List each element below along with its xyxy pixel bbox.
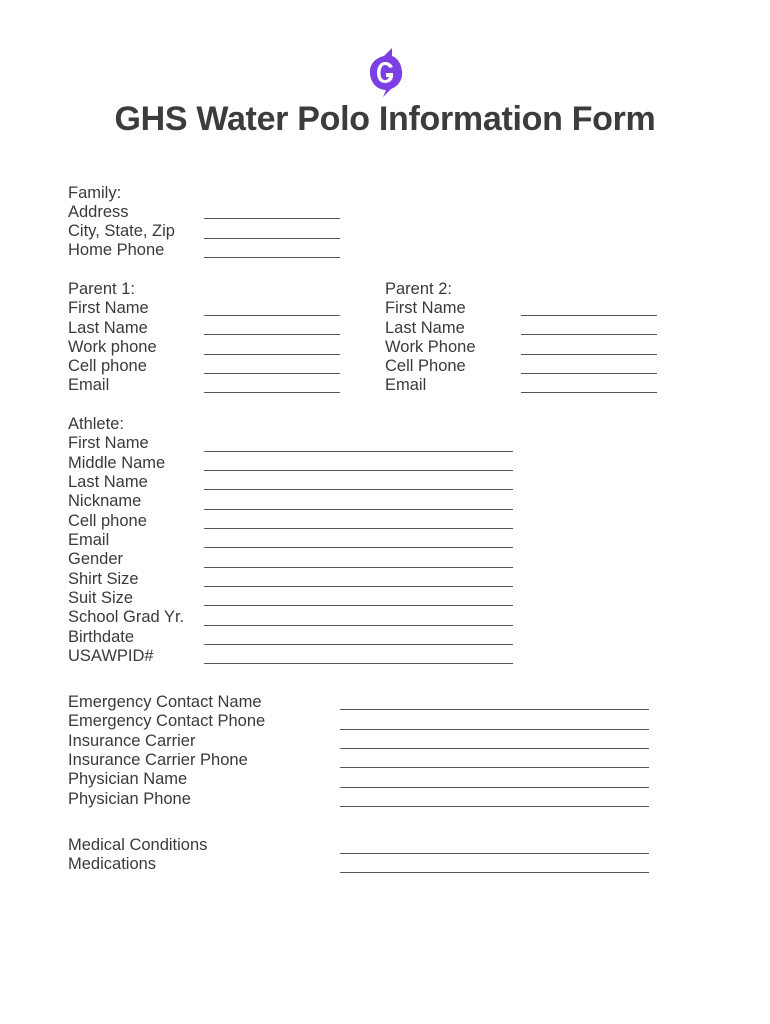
athlete-middle-name-label: Middle Name [68,454,166,472]
parent1-email-line[interactable] [204,392,340,393]
athlete-suit-size-label: Suit Size [68,589,134,607]
athlete-birthdate-line[interactable] [204,644,513,645]
athlete-grad-year-line[interactable] [204,625,513,626]
parent1-first-name-line[interactable] [204,315,340,316]
ghs-g-logo-icon [366,46,406,98]
parent1-work-phone-label: Work phone [68,338,157,356]
athlete-gender-label: Gender [68,550,124,568]
parent2-cell-phone-line[interactable] [521,373,657,374]
athlete-cell-phone-line[interactable] [204,528,513,529]
parent2-work-phone-label: Work Phone [385,338,476,356]
parent2-last-name-label: Last Name [385,319,465,337]
athlete-email-line[interactable] [204,547,513,548]
parent1-cell-phone-line[interactable] [204,373,340,374]
insurance-carrier-label: Insurance Carrier [68,732,196,750]
athlete-shirt-size-line[interactable] [204,586,513,587]
athlete-gender-line[interactable] [204,567,513,568]
page-title: GHS Water Polo Information Form [114,100,656,138]
parent1-last-name-label: Last Name [68,319,148,337]
emergency-contact-name-label: Emergency Contact Name [68,693,262,711]
athlete-grad-year-label: School Grad Yr. [68,608,185,626]
parent2-cell-phone-label: Cell Phone [385,357,466,375]
athlete-usawpid-label: USAWPID# [68,647,154,665]
athlete-heading: Athlete: [68,415,124,433]
parent1-work-phone-line[interactable] [204,354,340,355]
emergency-contact-name-line[interactable] [340,709,649,710]
emergency-contact-phone-label: Emergency Contact Phone [68,712,266,730]
parent1-heading: Parent 1: [68,280,135,298]
physician-phone-line[interactable] [340,806,649,807]
physician-name-label: Physician Name [68,770,188,788]
athlete-email-label: Email [68,531,110,549]
medications-label: Medications [68,855,157,873]
family-city-label: City, State, Zip [68,222,175,240]
insurance-carrier-phone-line[interactable] [340,767,649,768]
athlete-suit-size-line[interactable] [204,605,513,606]
family-home-phone-label: Home Phone [68,241,165,259]
athlete-last-name-line[interactable] [204,489,513,490]
parent1-email-label: Email [68,376,110,394]
insurance-carrier-line[interactable] [340,748,649,749]
athlete-birthdate-label: Birthdate [68,628,135,646]
medications-line[interactable] [340,872,649,873]
athlete-last-name-label: Last Name [68,473,148,491]
parent2-email-line[interactable] [521,392,657,393]
parent1-cell-phone-label: Cell phone [68,357,147,375]
athlete-middle-name-line[interactable] [204,470,513,471]
parent1-last-name-line[interactable] [204,334,340,335]
parent2-first-name-line[interactable] [521,315,657,316]
family-address-line[interactable] [204,218,340,219]
medical-conditions-label: Medical Conditions [68,836,208,854]
physician-name-line[interactable] [340,787,649,788]
parent2-last-name-line[interactable] [521,334,657,335]
athlete-cell-phone-label: Cell phone [68,512,147,530]
emergency-contact-phone-line[interactable] [340,729,649,730]
family-city-line[interactable] [204,238,340,239]
medical-conditions-line[interactable] [340,853,649,854]
athlete-shirt-size-label: Shirt Size [68,570,139,588]
athlete-nickname-line[interactable] [204,509,513,510]
parent2-email-label: Email [385,376,427,394]
parent2-heading: Parent 2: [385,280,452,298]
insurance-carrier-phone-label: Insurance Carrier Phone [68,751,248,769]
family-heading: Family: [68,184,122,202]
parent2-first-name-label: First Name [385,299,466,317]
family-home-phone-line[interactable] [204,257,340,258]
parent1-first-name-label: First Name [68,299,149,317]
parent2-work-phone-line[interactable] [521,354,657,355]
athlete-usawpid-line[interactable] [204,663,513,664]
athlete-first-name-label: First Name [68,434,149,452]
family-address-label: Address [68,203,129,221]
athlete-first-name-line[interactable] [204,451,513,452]
physician-phone-label: Physician Phone [68,790,191,808]
athlete-nickname-label: Nickname [68,492,142,510]
